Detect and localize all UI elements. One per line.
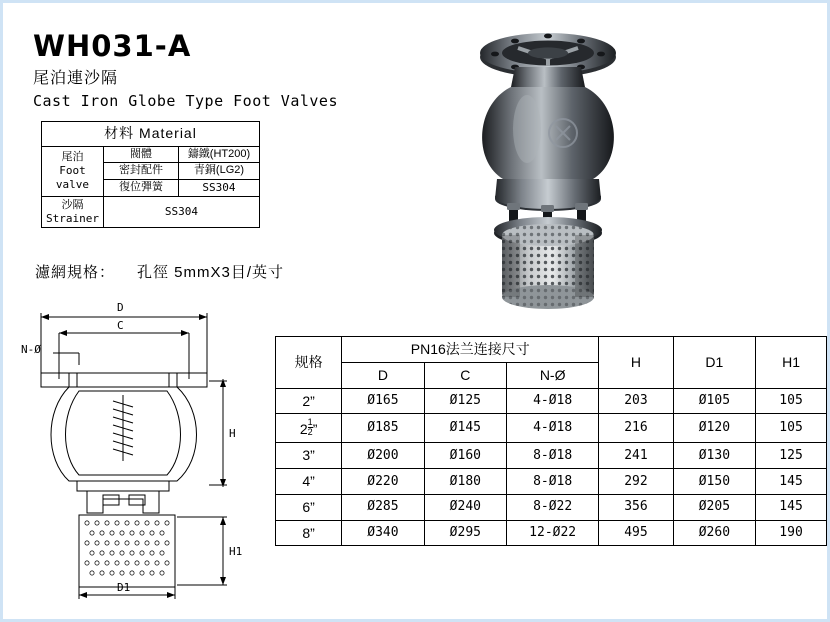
technical-drawing-svg — [17, 291, 267, 601]
table-row — [276, 520, 827, 546]
cell-h: 495 — [599, 520, 673, 546]
cell-spec: 2” — [276, 388, 342, 414]
material-table — [41, 121, 260, 228]
col-header-d: D — [342, 362, 424, 388]
page-title: WH031-A — [33, 29, 192, 63]
cell-d1: Ø150 — [673, 468, 755, 494]
material-part-value: SS304 — [178, 180, 259, 197]
material-part-value: 鑄鐵(HT200) — [178, 146, 259, 163]
cell-spec: 3” — [276, 443, 342, 469]
cell-d: Ø165 — [342, 388, 424, 414]
cell-spec: 4” — [276, 468, 342, 494]
title-block — [33, 31, 363, 110]
table-row — [276, 494, 827, 520]
mesh-spec-value: 孔徑 5mmX3目/英寸 — [137, 264, 285, 281]
col-header-no: N-Ø — [507, 362, 599, 388]
cell-d: Ø185 — [342, 414, 424, 443]
cell-no: 8-Ø18 — [507, 443, 599, 469]
drawing-label-c: C — [117, 319, 124, 332]
cell-h: 203 — [599, 388, 673, 414]
cell-h: 241 — [599, 443, 673, 469]
technical-drawing — [17, 291, 267, 601]
col-header-c: C — [424, 362, 506, 388]
material-part-value: SS304 — [103, 196, 259, 228]
material-part-name: 閥體 — [103, 146, 178, 163]
cell-h: 292 — [599, 468, 673, 494]
col-header-spec: 规格 — [276, 337, 342, 389]
col-header-d1: D1 — [673, 337, 755, 389]
cell-no: 4-Ø18 — [507, 414, 599, 443]
table-row — [276, 414, 827, 443]
material-part-value: 青銅(LG2) — [178, 163, 259, 180]
material-part-name: 密封配件 — [103, 163, 178, 180]
material-component-strainer: 沙隔 Strainer — [42, 196, 104, 228]
material-part-name: 復位彈簧 — [103, 180, 178, 197]
cell-d1: Ø205 — [673, 494, 755, 520]
material-component-footvalve: 尾泊 Foot valve — [42, 146, 104, 196]
mesh-specification — [35, 261, 284, 282]
cell-d: Ø200 — [342, 443, 424, 469]
material-table-header-row — [42, 122, 260, 147]
cell-h1: 105 — [756, 388, 827, 414]
cell-d: Ø285 — [342, 494, 424, 520]
dimension-table-header-row-1 — [276, 337, 827, 363]
table-row — [276, 388, 827, 414]
drawing-label-h: H — [229, 427, 236, 440]
product-photo-svg — [423, 21, 673, 331]
dimension-table — [275, 336, 827, 546]
cell-h1: 105 — [756, 414, 827, 443]
cell-h: 216 — [599, 414, 673, 443]
drawing-label-h1: H1 — [229, 545, 243, 558]
cell-no: 8-Ø18 — [507, 468, 599, 494]
cell-h1: 125 — [756, 443, 827, 469]
cell-spec: 6” — [276, 494, 342, 520]
mesh-spec-label: 濾網規格： — [35, 264, 116, 281]
cell-d1: Ø260 — [673, 520, 755, 546]
cell-d: Ø220 — [342, 468, 424, 494]
col-header-h1: H1 — [756, 337, 827, 389]
cell-d1: Ø120 — [673, 414, 755, 443]
material-table-title: 材料 Material — [42, 122, 260, 147]
table-row — [42, 146, 260, 163]
drawing-label-d1: D1 — [117, 581, 131, 594]
cell-spec: 2 $\frac{1}{2}$ ” — [276, 414, 342, 443]
product-name-chinese: 尾泊連沙隔 — [33, 70, 119, 88]
cell-h1: 190 — [756, 520, 827, 546]
cell-d1: Ø130 — [673, 443, 755, 469]
cell-no: 8-Ø22 — [507, 494, 599, 520]
col-header-h: H — [599, 337, 673, 389]
cell-h1: 145 — [756, 468, 827, 494]
table-row — [276, 443, 827, 469]
product-photo — [423, 21, 673, 331]
product-name-english: Cast Iron Globe Type Foot Valves — [33, 92, 338, 111]
cell-c: Ø160 — [424, 443, 506, 469]
drawing-label-d: D — [117, 301, 124, 314]
cell-c: Ø295 — [424, 520, 506, 546]
cell-c: Ø125 — [424, 388, 506, 414]
cell-h1: 145 — [756, 494, 827, 520]
cell-c: Ø145 — [424, 414, 506, 443]
cell-spec: 8” — [276, 520, 342, 546]
cell-spec-fraction: $\frac{1}{2}$ — [307, 417, 313, 438]
cell-d1: Ø105 — [673, 388, 755, 414]
cell-no: 4-Ø18 — [507, 388, 599, 414]
col-header-flange-group: PN16法兰连接尺寸 — [342, 337, 599, 363]
cell-h: 356 — [599, 494, 673, 520]
drawing-label-no: N-Ø — [21, 343, 41, 356]
cell-no: 12-Ø22 — [507, 520, 599, 546]
cell-c: Ø180 — [424, 468, 506, 494]
cell-c: Ø240 — [424, 494, 506, 520]
cell-d: Ø340 — [342, 520, 424, 546]
table-row — [276, 468, 827, 494]
table-row — [42, 196, 260, 228]
